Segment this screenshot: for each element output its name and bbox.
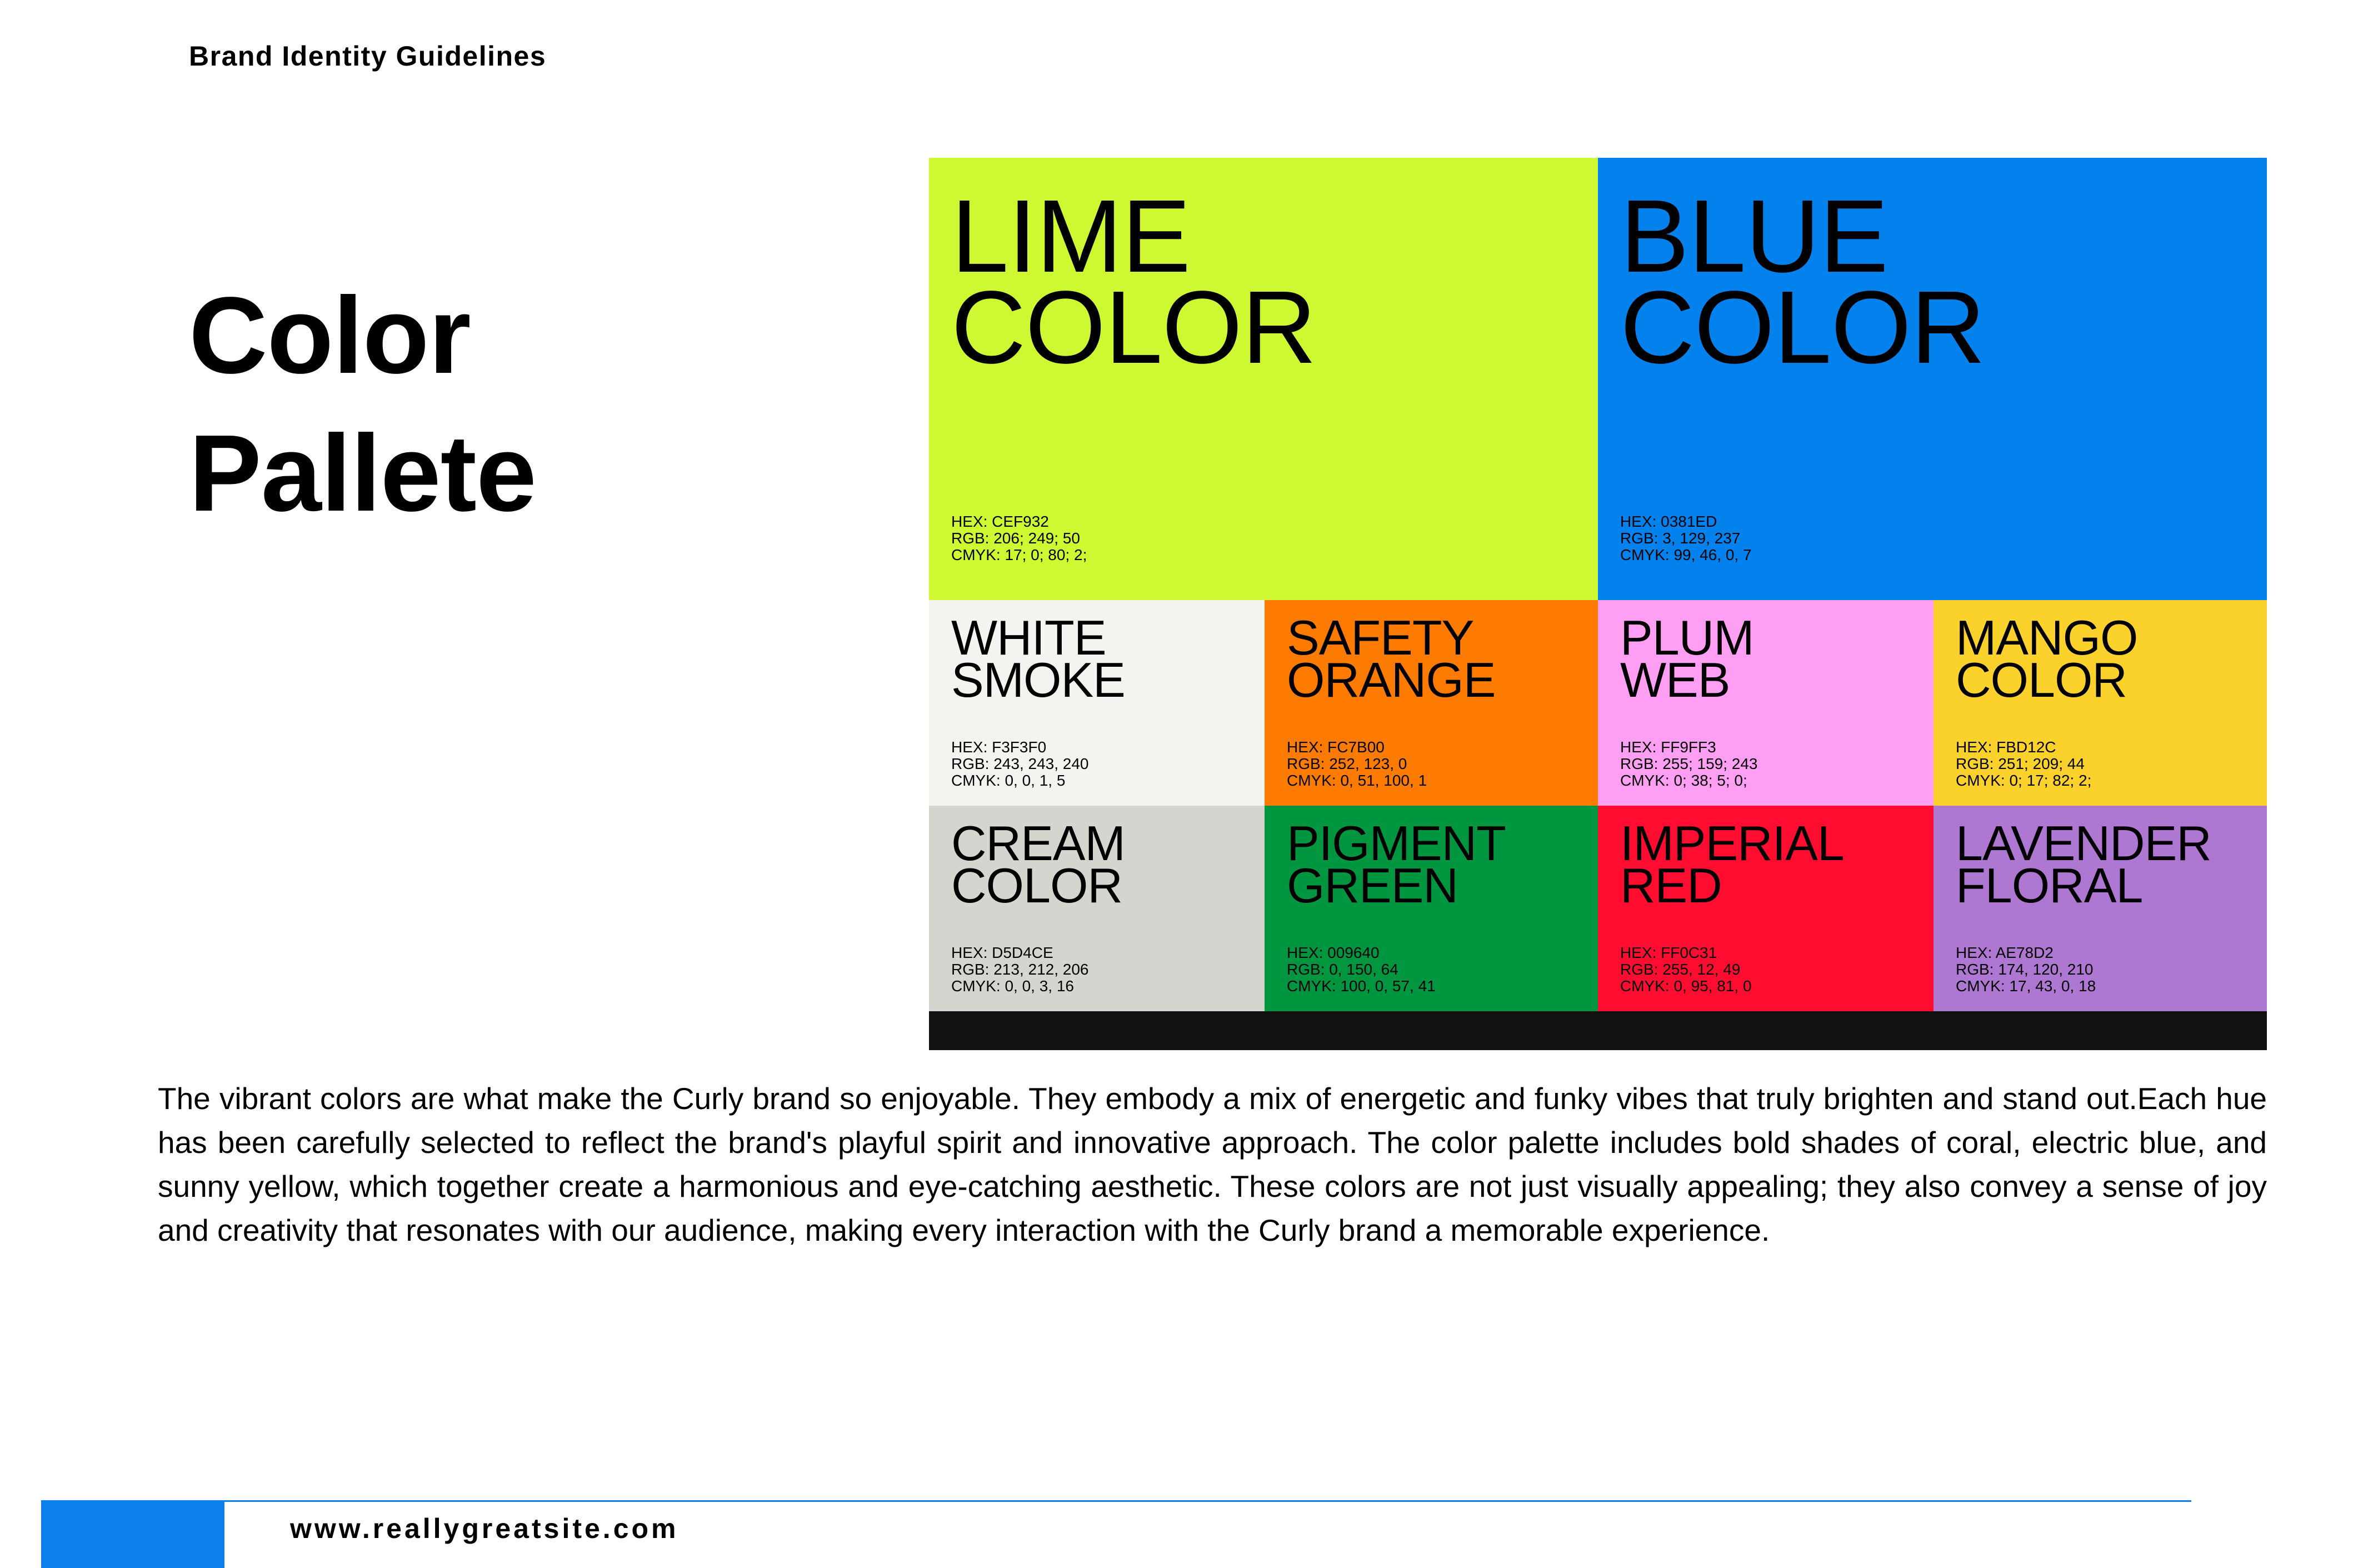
swatch-name: BLUE COLOR <box>1620 179 1985 385</box>
footer-divider <box>224 1500 2191 1502</box>
swatch-name: LAVENDER FLORAL <box>1956 816 2211 913</box>
swatch-safety-orange <box>1265 600 1598 806</box>
swatch-specs: HEX: D5D4CE RGB: 213, 212, 206 CMYK: 0, 0, 3, 16 <box>951 944 1089 995</box>
swatch-name: IMPERIAL RED <box>1620 816 1844 913</box>
swatch-specs: HEX: FF0C31 RGB: 255, 12, 49 CMYK: 0, 95, 81, 0 <box>1620 944 1752 995</box>
swatch-mango-color <box>1934 600 2267 806</box>
page-title <box>189 267 689 542</box>
swatch-name: MANGO COLOR <box>1956 610 2138 707</box>
swatch-lavender-floral <box>1934 806 2267 1011</box>
swatch-name: CREAM COLOR <box>951 816 1125 913</box>
footer-website-link[interactable]: www.reallygreatsite.com <box>290 1513 679 1544</box>
swatch-specs: HEX: F3F3F0 RGB: 243, 243, 240 CMYK: 0, 0, 1, 5 <box>951 738 1089 789</box>
swatch-name: WHITE SMOKE <box>951 610 1125 707</box>
swatch-plum-web <box>1598 600 1934 806</box>
swatch-specs: HEX: FF9FF3 RGB: 255; 159; 243 CMYK: 0; 38; 5; 0; <box>1620 738 1758 789</box>
swatch-specs: HEX: AE78D2 RGB: 174, 120, 210 CMYK: 17, 43, 0, 18 <box>1956 944 2096 995</box>
swatch-lime-color <box>929 158 1598 600</box>
swatch-blue-color <box>1598 158 2267 600</box>
swatch-specs: HEX: CEF932 RGB: 206; 249; 50 CMYK: 17; 0; 80; 2; <box>951 513 1087 563</box>
swatch-specs: HEX: 0381ED RGB: 3, 129, 237 CMYK: 99, 46, 0, 7 <box>1620 513 1752 563</box>
header-title: Brand Identity Guidelines <box>189 41 547 72</box>
swatch-white-smoke <box>929 600 1265 806</box>
swatch-name: SAFETY ORANGE <box>1287 610 1496 707</box>
footer-accent-block <box>41 1500 224 1568</box>
body-paragraph: The vibrant colors are what make the Curly brand so enjoyable. They embody a mix of energetic and funky vibes that truly brighten and stand out.Each hue has been carefully selected to reflect the brand's playful spirit and innovative approach. The color palette includes bold shades of coral, electric blue, and sunny yellow, which together create a harmonious and eye-catching aesthetic. These colors are not just visually appealing; they also convey a sense of joy and creativity that resonates with our audience, making every interaction with the Curly brand a memorable experience. <box>158 1081 2267 1247</box>
swatch-specs: HEX: FC7B00 RGB: 252, 123, 0 CMYK: 0, 51, 100, 1 <box>1287 738 1427 789</box>
swatch-pigment-green <box>1265 806 1598 1011</box>
swatch-name: PIGMENT GREEN <box>1287 816 1506 913</box>
swatch-name: LIME COLOR <box>951 179 1316 385</box>
swatch-imperial-red <box>1598 806 1934 1011</box>
color-palette-board <box>929 158 2267 1050</box>
swatch-specs: HEX: FBD12C RGB: 251; 209; 44 CMYK: 0; 17; 82; 2; <box>1956 738 2092 789</box>
swatch-name: PLUM WEB <box>1620 610 1754 707</box>
page-title-line-2: Pallete <box>189 412 536 534</box>
swatch-specs: HEX: 009640 RGB: 0, 150, 64 CMYK: 100, 0, 57, 41 <box>1287 944 1436 995</box>
swatch-cream-color <box>929 806 1265 1011</box>
page-title-line-1: Color <box>189 274 471 396</box>
